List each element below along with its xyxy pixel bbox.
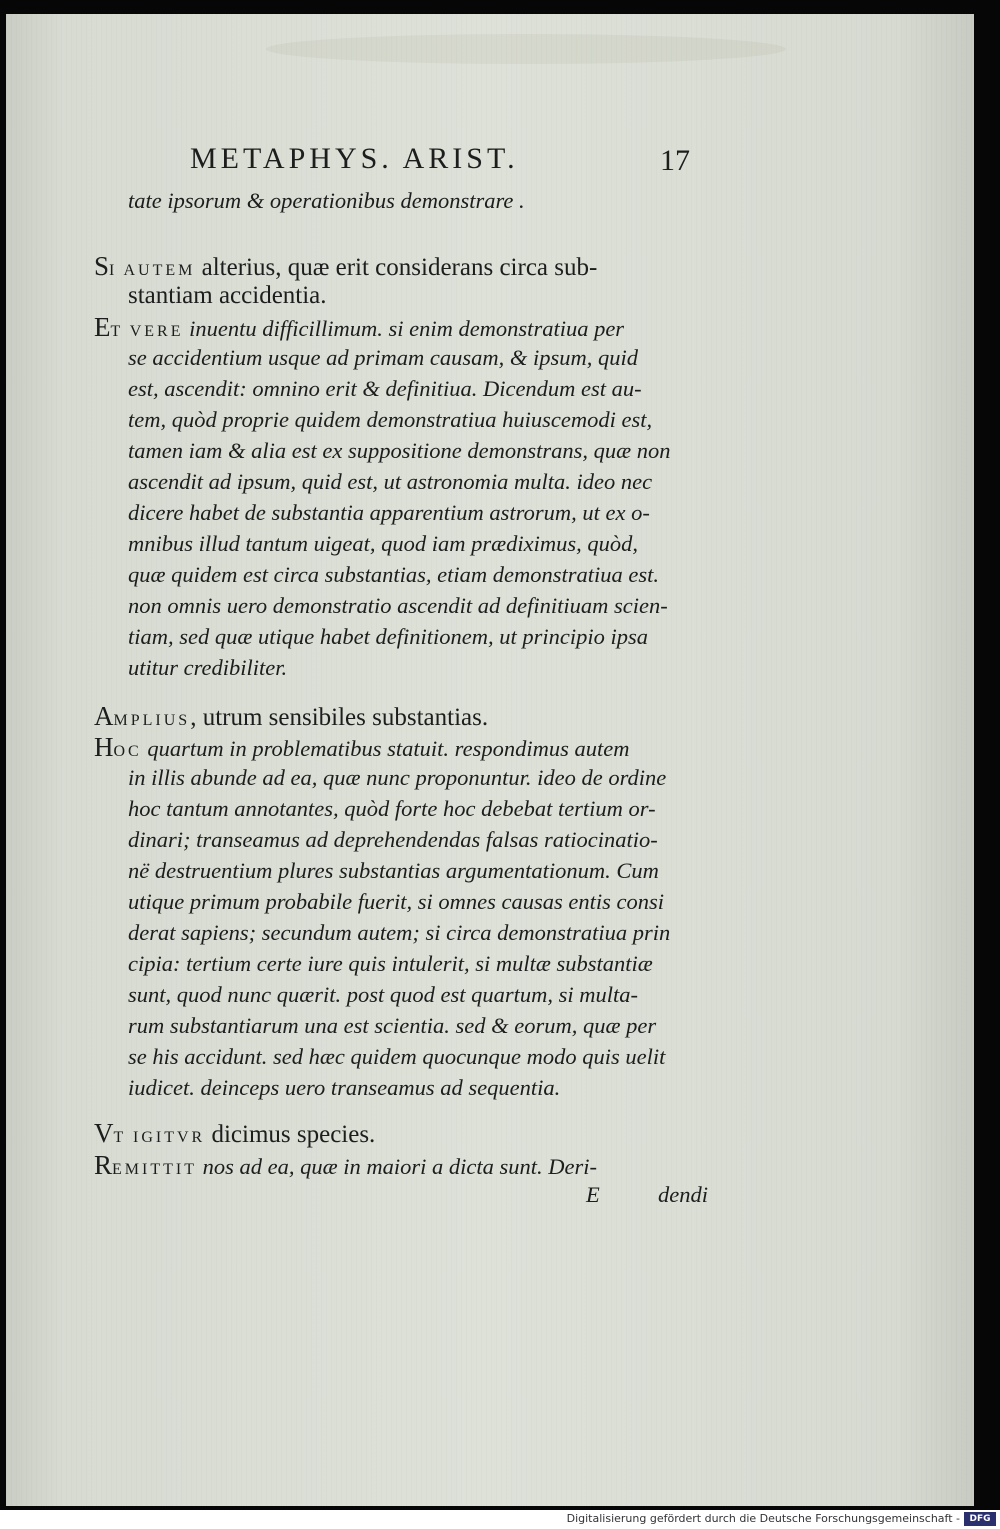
- commentary-line: se his accidunt. sed hæc quidem quocunque modo quis uelit: [128, 1044, 666, 1069]
- lemma-text: dicimus species.: [205, 1121, 376, 1148]
- lemma-line: [94, 251, 597, 281]
- lemma-small-caps: T IGITVR: [113, 1129, 206, 1146]
- commentary-text: quartum in problematibus statuit. respondimus autem: [141, 736, 630, 761]
- commentary-line: mnibus illud tantum uigeat, quod iam prædiximus, quòd,: [128, 531, 639, 556]
- lemma-initial: S: [94, 251, 110, 281]
- lemma-line: stantiam accidentia.: [128, 282, 327, 309]
- signature-mark: E: [586, 1182, 600, 1207]
- text-line: tate ipsorum & operationibus demonstrare .: [128, 188, 525, 213]
- lemma-small-caps: I AUTEM: [109, 262, 196, 279]
- commentary-line: derat sapiens; secundum autem; si circa demonstratiua prin: [128, 920, 671, 945]
- commentary-initial: E: [94, 312, 111, 342]
- footer-credit: Digitalisierung gefördert durch die Deutsche Forschungsgemeinschaft -: [566, 1512, 960, 1525]
- show-through-stain: [266, 34, 786, 64]
- commentary-line: sunt, quod nunc quærit. post quod est quartum, si multa-: [128, 982, 639, 1007]
- commentary-line: dicere habet de substantia apparentium astrorum, ut ex o-: [128, 500, 650, 525]
- commentary-line: cipia: tertium certe iure quis intulerit, si multæ substantiæ: [128, 951, 653, 976]
- page-header: [190, 142, 690, 186]
- commentary-line: iudicet. deinceps uero transeamus ad sequentia.: [128, 1075, 561, 1100]
- commentary-line: tiam, sed quæ utique habet definitionem, ut principio ipsa: [128, 624, 648, 649]
- lemma-initial: A: [94, 701, 114, 731]
- commentary-line: in illis abunde ad ea, quæ nunc proponuntur. ideo de ordine: [128, 765, 667, 790]
- commentary-line: tem, quòd proprie quidem demonstratiua huiuscemodi est,: [128, 407, 653, 432]
- running-title: METAPHYS. ARIST.: [190, 142, 519, 175]
- lemma-line: [94, 701, 488, 731]
- book-page: [6, 14, 974, 1506]
- commentary-small-caps: T VERE: [110, 323, 184, 340]
- commentary-line: në destruentium plures substantias argumentationum. Cum: [128, 858, 659, 883]
- commentary-line: dinari; transeamus ad deprehendendas falsas ratiocinatio-: [128, 827, 658, 852]
- commentary-line: rum substantiarum una est scientia. sed & eorum, quæ per: [128, 1013, 657, 1038]
- commentary-line: utique primum probabile fuerit, si omnes causas entis consi: [128, 889, 665, 914]
- commentary-line: ascendit ad ipsum, quid est, ut astronomia multa. ideo nec: [128, 469, 653, 494]
- commentary-line: se accidentium usque ad primam causam, & ipsum, quid: [128, 345, 638, 370]
- commentary-small-caps: OC: [113, 743, 142, 760]
- dfg-logo-icon: DFG: [964, 1512, 996, 1526]
- catchword: dendi: [658, 1182, 708, 1207]
- commentary-line: [94, 1150, 597, 1180]
- commentary-initial: R: [94, 1150, 113, 1180]
- lemma-text: alterius, quæ erit considerans circa sub-: [195, 254, 598, 281]
- commentary-line: [94, 312, 624, 342]
- commentary-initial: H: [94, 732, 114, 762]
- lemma-initial: V: [94, 1118, 114, 1148]
- lemma-text: , utrum sensibiles substantias.: [190, 704, 489, 731]
- commentary-line: hoc tantum annotantes, quòd forte hoc debebat tertium or-: [128, 796, 656, 821]
- commentary-text: inuentu difficillimum. si enim demonstratiua per: [183, 316, 625, 341]
- footer-bar: [0, 1510, 1000, 1529]
- commentary-line: non omnis uero demonstratio ascendit ad definitiuam scien-: [128, 593, 668, 618]
- commentary-small-caps: EMITTIT: [112, 1161, 197, 1178]
- commentary-line: tamen iam & alia est ex suppositione demonstrans, quæ non: [128, 438, 671, 463]
- lemma-line: [94, 1118, 375, 1148]
- commentary-line: [94, 732, 629, 762]
- commentary-line: quæ quidem est circa substantias, etiam demonstratiua est.: [128, 562, 660, 587]
- lemma-small-caps: MPLIUS: [113, 712, 191, 729]
- commentary-line: utitur credibiliter.: [128, 655, 288, 680]
- commentary-line: est, ascendit: omnino erit & definitiua. Dicendum est au-: [128, 376, 642, 401]
- commentary-text: nos ad ea, quæ in maiori a dicta sunt. Deri-: [197, 1154, 597, 1179]
- page-number: 17: [660, 144, 690, 177]
